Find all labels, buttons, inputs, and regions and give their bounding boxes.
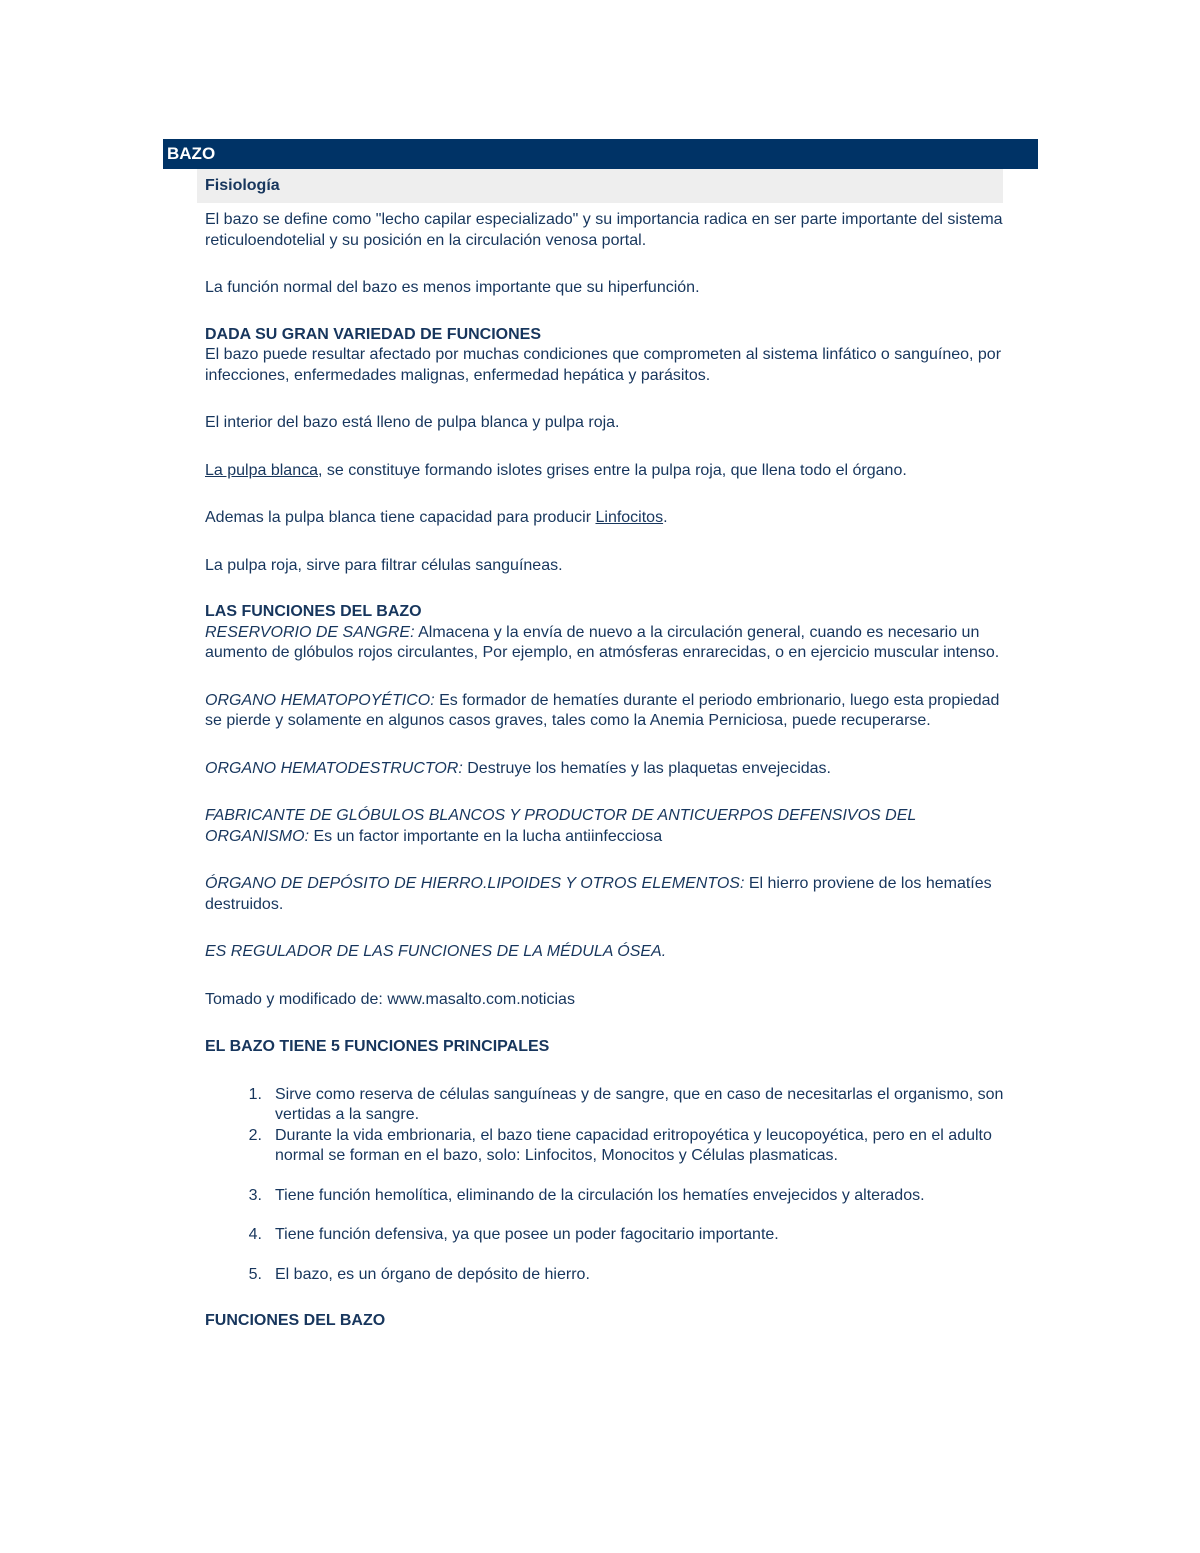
function-label: RESERVORIO DE SANGRE: bbox=[205, 623, 415, 641]
function-label: ÓRGANO DE DEPÓSITO DE HIERRO.LIPOIDES Y OTROS ELEMENTOS: bbox=[205, 875, 745, 892]
linfocitos-link[interactable]: Linfocitos bbox=[595, 509, 664, 526]
document-body bbox=[205, 210, 1005, 1359]
section-heading: LAS FUNCIONES DEL BAZO bbox=[205, 603, 422, 620]
source-citation: Tomado y modificado de: www.masalto.com.noticias bbox=[205, 990, 575, 1008]
function-text: Destruye los hematíes y las plaquetas envejecidas. bbox=[462, 759, 831, 777]
list-text: Tiene función defensiva, ya que posee un poder fagocitario importante. bbox=[275, 1226, 779, 1243]
list-item bbox=[205, 1186, 1005, 1207]
list-text: El bazo, es un órgano de depósito de hierro. bbox=[275, 1265, 590, 1283]
paragraph: La función normal del bazo es menos importante que su hiperfunción. bbox=[205, 279, 700, 296]
paragraph-text: , se constituye formando islotes grises entre la pulpa roja, que llena todo el órgano. bbox=[317, 461, 907, 479]
list-item bbox=[205, 1085, 1005, 1126]
section-heading: DADA SU GRAN VARIEDAD DE FUNCIONES bbox=[205, 325, 542, 343]
function-item bbox=[205, 806, 1005, 847]
list-item bbox=[205, 1265, 1005, 1286]
paragraph bbox=[205, 461, 1005, 482]
list-item bbox=[205, 1126, 1005, 1167]
function-item bbox=[205, 759, 1005, 780]
paragraph: El interior del bazo está lleno de pulpa blanca y pulpa roja. bbox=[205, 414, 620, 431]
list-text: Tiene función hemolítica, eliminando de la circulación los hematíes envejecidos y alterados. bbox=[275, 1186, 925, 1204]
list-item bbox=[205, 1225, 1005, 1246]
function-text: Almacena y la envía de nuevo a la circulación general, cuando es necesario un aumento de glóbulos rojos circulantes, Por ejemplo, en atmósferas enrarecidas, o en ejercicio muscular intenso. bbox=[205, 623, 1000, 661]
page-title: BAZO bbox=[163, 139, 1038, 169]
section-subtitle: Fisiología bbox=[197, 169, 1003, 203]
function-item bbox=[205, 691, 1005, 732]
function-label: ORGANO HEMATOPOYÉTICO: bbox=[205, 691, 435, 709]
section-heading: FUNCIONES DEL BAZO bbox=[205, 1312, 386, 1329]
function-item bbox=[205, 874, 1005, 915]
functions-list bbox=[205, 1085, 1005, 1286]
function-label: ES REGULADOR DE LAS FUNCIONES DE LA MÉDULA ÓSEA. bbox=[205, 943, 667, 960]
list-number: 3. bbox=[248, 1186, 262, 1204]
function-text: El hierro proviene de los hematíes destruidos. bbox=[205, 875, 992, 913]
paragraph: El bazo puede resultar afectado por muchas condiciones que comprometen al sistema linfático o sanguíneo, por infecciones, enfermedades malignas, enfermedad hepática y parásitos. bbox=[205, 346, 1002, 384]
function-label: FABRICANTE DE GLÓBULOS BLANCOS Y PRODUCTOR DE ANTICUERPOS DEFENSIVOS DEL ORGANISMO: bbox=[205, 807, 916, 845]
function-text: Es formador de hematíes durante el periodo embrionario, luego esta propiedad se pierde y solamente en algunos casos graves, tales como la Anemia Perniciosa, puede recuperarse. bbox=[205, 691, 1000, 729]
function-label: ORGANO HEMATODESTRUCTOR: bbox=[205, 759, 463, 777]
list-number: 1. bbox=[248, 1085, 262, 1103]
function-item bbox=[205, 942, 1005, 963]
paragraph: La pulpa roja, sirve para filtrar células sanguíneas. bbox=[205, 556, 563, 574]
paragraph-text: . bbox=[663, 509, 668, 526]
list-text: Sirve como reserva de células sanguíneas y de sangre, que en caso de necesitarlas el organismo, son vertidas a la sangre. bbox=[275, 1085, 1004, 1123]
paragraph-text: Ademas la pulpa blanca tiene capacidad para producir bbox=[205, 509, 596, 526]
paragraph: El bazo se define como "lecho capilar especializado" y su importancia radica en ser parte importante del sistema reticuloendotelial y su posición en la circulación venosa portal. bbox=[205, 211, 1003, 249]
function-text: Es un factor importante en la lucha antiinfecciosa bbox=[309, 827, 663, 845]
list-number: 2. bbox=[248, 1126, 262, 1144]
pulpa-blanca-link[interactable]: La pulpa blanca bbox=[205, 461, 318, 479]
section-dada bbox=[205, 325, 1005, 387]
list-number: 5. bbox=[248, 1265, 262, 1283]
section-heading: EL BAZO TIENE 5 FUNCIONES PRINCIPALES bbox=[205, 1038, 550, 1055]
section-funciones bbox=[205, 602, 1005, 664]
paragraph bbox=[205, 508, 1005, 529]
list-text: Durante la vida embrionaria, el bazo tiene capacidad eritropoyética y leucopoyética, pero en el adulto normal se forman en el bazo, solo: Linfocitos, Monocitos y Células plasmaticas. bbox=[275, 1126, 992, 1164]
list-number: 4. bbox=[248, 1226, 262, 1243]
